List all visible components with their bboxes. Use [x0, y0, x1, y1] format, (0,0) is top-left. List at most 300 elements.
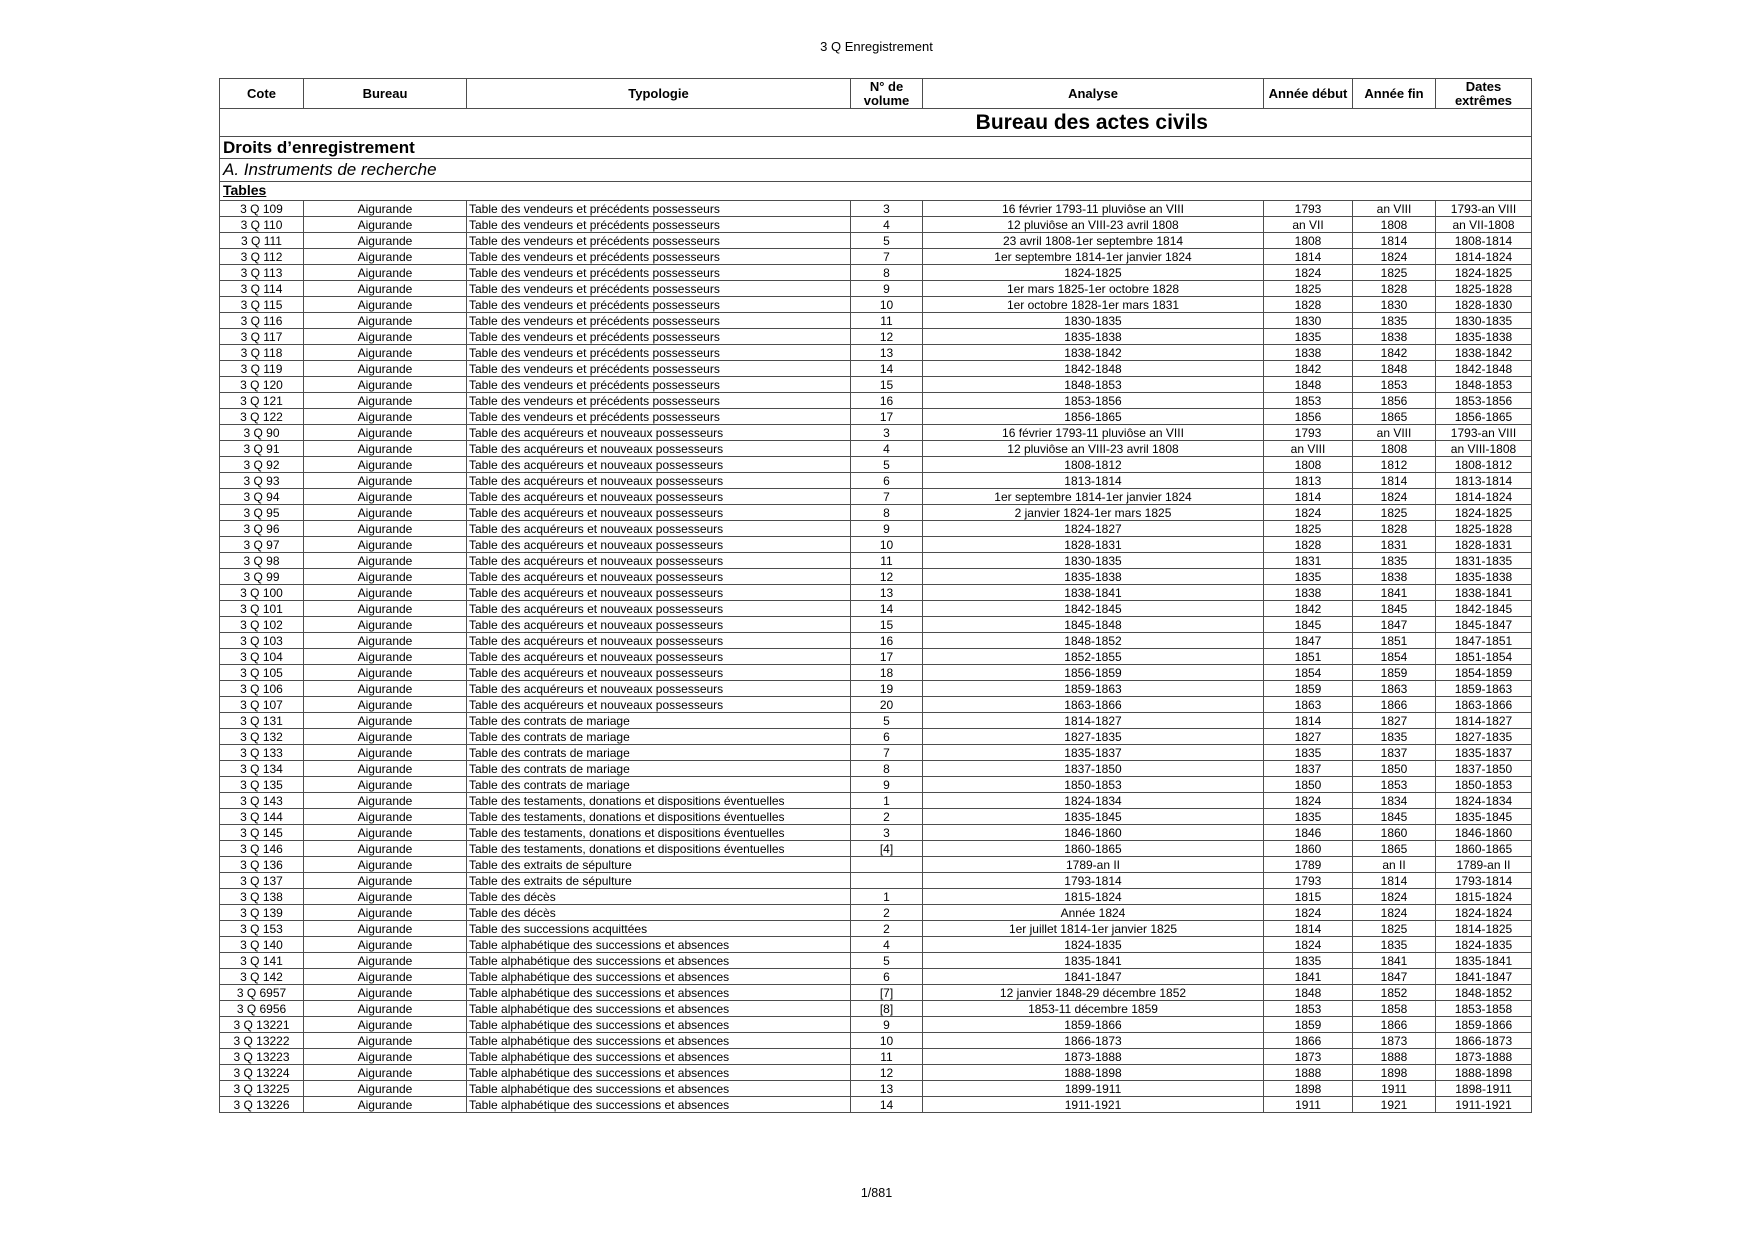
cell-annee-debut: 1838 — [1264, 345, 1353, 361]
cell-annee-fin: 1845 — [1353, 601, 1436, 617]
cell-annee-fin: 1866 — [1353, 697, 1436, 713]
cell-typologie: Table alphabétique des successions et absences — [467, 1033, 851, 1049]
cell-cote: 3 Q 117 — [220, 329, 304, 345]
cell-annee-fin: 1835 — [1353, 937, 1436, 953]
cell-typologie: Table alphabétique des successions et absences — [467, 937, 851, 953]
cell-annee-debut: 1841 — [1264, 969, 1353, 985]
cell-dates-extremes: 1848-1853 — [1436, 377, 1532, 393]
cell-analyse: 1815-1824 — [923, 889, 1264, 905]
cell-dates-extremes: 1814-1824 — [1436, 489, 1532, 505]
cell-annee-debut: 1911 — [1264, 1097, 1353, 1113]
cell-cote: 3 Q 139 — [220, 905, 304, 921]
cell-bureau: Aigurande — [304, 345, 467, 361]
cell-annee-fin: 1824 — [1353, 249, 1436, 265]
cell-annee-fin: 1828 — [1353, 281, 1436, 297]
cell-typologie: Table alphabétique des successions et absences — [467, 953, 851, 969]
cell-numero-volume: 7 — [851, 745, 923, 761]
cell-analyse: 1er mars 1825-1er octobre 1828 — [923, 281, 1264, 297]
table-row — [220, 857, 1532, 873]
cell-typologie: Table des acquéreurs et nouveaux possesseurs — [467, 681, 851, 697]
cell-bureau: Aigurande — [304, 1049, 467, 1065]
column-header-cote: Cote — [220, 79, 304, 109]
cell-bureau: Aigurande — [304, 441, 467, 457]
cell-annee-debut: 1851 — [1264, 649, 1353, 665]
table-row — [220, 1097, 1532, 1113]
cell-analyse: 1845-1848 — [923, 617, 1264, 633]
table-row — [220, 809, 1532, 825]
cell-typologie: Table des vendeurs et précédents possesseurs — [467, 201, 851, 217]
cell-analyse: 1835-1845 — [923, 809, 1264, 825]
cell-dates-extremes: 1860-1865 — [1436, 841, 1532, 857]
cell-bureau: Aigurande — [304, 777, 467, 793]
cell-cote: 3 Q 143 — [220, 793, 304, 809]
cell-cote: 3 Q 104 — [220, 649, 304, 665]
cell-annee-debut: 1835 — [1264, 569, 1353, 585]
cell-typologie: Table alphabétique des successions et absences — [467, 985, 851, 1001]
cell-analyse: 1828-1831 — [923, 537, 1264, 553]
cell-annee-debut: 1824 — [1264, 937, 1353, 953]
cell-numero-volume: 10 — [851, 297, 923, 313]
cell-annee-fin: 1825 — [1353, 505, 1436, 521]
cell-dates-extremes: 1835-1838 — [1436, 329, 1532, 345]
section-row-droits-enregistrement — [220, 137, 1532, 159]
cell-typologie: Table des décès — [467, 889, 851, 905]
cell-annee-debut: 1888 — [1264, 1065, 1353, 1081]
cell-annee-debut: 1854 — [1264, 665, 1353, 681]
cell-bureau: Aigurande — [304, 921, 467, 937]
cell-analyse: 1824-1825 — [923, 265, 1264, 281]
table-row — [220, 249, 1532, 265]
cell-annee-fin: 1824 — [1353, 905, 1436, 921]
cell-annee-fin: an VIII — [1353, 201, 1436, 217]
cell-annee-debut: 1814 — [1264, 921, 1353, 937]
cell-cote: 3 Q 131 — [220, 713, 304, 729]
cell-bureau: Aigurande — [304, 377, 467, 393]
cell-typologie: Table des acquéreurs et nouveaux possesseurs — [467, 473, 851, 489]
cell-annee-debut: 1838 — [1264, 585, 1353, 601]
cell-numero-volume: 9 — [851, 777, 923, 793]
cell-bureau: Aigurande — [304, 329, 467, 345]
cell-annee-debut: 1863 — [1264, 697, 1353, 713]
cell-cote: 3 Q 118 — [220, 345, 304, 361]
table-row — [220, 457, 1532, 473]
cell-annee-debut: an VIII — [1264, 441, 1353, 457]
cell-bureau: Aigurande — [304, 265, 467, 281]
cell-dates-extremes: 1789-an II — [1436, 857, 1532, 873]
cell-annee-debut: 1825 — [1264, 521, 1353, 537]
cell-annee-debut: 1835 — [1264, 953, 1353, 969]
cell-annee-fin: 1863 — [1353, 681, 1436, 697]
cell-typologie: Table des acquéreurs et nouveaux possesseurs — [467, 585, 851, 601]
cell-analyse: 1863-1866 — [923, 697, 1264, 713]
cell-numero-volume: 7 — [851, 489, 923, 505]
cell-cote: 3 Q 103 — [220, 633, 304, 649]
cell-dates-extremes: 1873-1888 — [1436, 1049, 1532, 1065]
table-row — [220, 1081, 1532, 1097]
cell-typologie: Table alphabétique des successions et absences — [467, 1081, 851, 1097]
cell-dates-extremes: 1824-1835 — [1436, 937, 1532, 953]
cell-numero-volume: 3 — [851, 201, 923, 217]
cell-annee-debut: 1837 — [1264, 761, 1353, 777]
cell-analyse: 1852-1855 — [923, 649, 1264, 665]
cell-annee-debut: 1814 — [1264, 249, 1353, 265]
cell-annee-fin: 1825 — [1353, 265, 1436, 281]
cell-numero-volume: 5 — [851, 233, 923, 249]
cell-numero-volume: 15 — [851, 617, 923, 633]
cell-typologie: Table des testaments, donations et dispositions éventuelles — [467, 809, 851, 825]
cell-numero-volume: 9 — [851, 1017, 923, 1033]
cell-bureau: Aigurande — [304, 361, 467, 377]
cell-analyse: 1850-1853 — [923, 777, 1264, 793]
column-header-dates-extremes: Dates extrêmes — [1436, 79, 1532, 109]
cell-dates-extremes: 1835-1845 — [1436, 809, 1532, 825]
cell-typologie: Table des acquéreurs et nouveaux possesseurs — [467, 569, 851, 585]
cell-dates-extremes: 1828-1830 — [1436, 297, 1532, 313]
cell-analyse: 1er juillet 1814-1er janvier 1825 — [923, 921, 1264, 937]
table-row — [220, 441, 1532, 457]
cell-annee-debut: 1827 — [1264, 729, 1353, 745]
cell-annee-fin: 1845 — [1353, 809, 1436, 825]
cell-bureau: Aigurande — [304, 953, 467, 969]
cell-annee-debut: 1824 — [1264, 905, 1353, 921]
cell-cote: 3 Q 114 — [220, 281, 304, 297]
cell-typologie: Table alphabétique des successions et absences — [467, 1097, 851, 1113]
cell-annee-debut: 1853 — [1264, 1001, 1353, 1017]
table-row — [220, 361, 1532, 377]
cell-numero-volume: 8 — [851, 265, 923, 281]
cell-cote: 3 Q 96 — [220, 521, 304, 537]
cell-typologie: Table alphabétique des successions et absences — [467, 969, 851, 985]
cell-bureau: Aigurande — [304, 745, 467, 761]
table-row — [220, 921, 1532, 937]
cell-bureau: Aigurande — [304, 809, 467, 825]
cell-annee-debut: 1808 — [1264, 233, 1353, 249]
cell-annee-fin: 1828 — [1353, 521, 1436, 537]
cell-annee-fin: 1848 — [1353, 361, 1436, 377]
table-row — [220, 1033, 1532, 1049]
cell-dates-extremes: 1824-1824 — [1436, 905, 1532, 921]
cell-cote: 3 Q 146 — [220, 841, 304, 857]
cell-numero-volume: 3 — [851, 425, 923, 441]
cell-cote: 3 Q 116 — [220, 313, 304, 329]
cell-bureau: Aigurande — [304, 489, 467, 505]
cell-dates-extremes: 1859-1866 — [1436, 1017, 1532, 1033]
cell-dates-extremes: 1866-1873 — [1436, 1033, 1532, 1049]
cell-cote: 3 Q 113 — [220, 265, 304, 281]
cell-numero-volume: 19 — [851, 681, 923, 697]
cell-typologie: Table des vendeurs et précédents possesseurs — [467, 361, 851, 377]
cell-dates-extremes: 1853-1856 — [1436, 393, 1532, 409]
cell-annee-debut: 1814 — [1264, 713, 1353, 729]
cell-cote: 3 Q 107 — [220, 697, 304, 713]
cell-cote: 3 Q 98 — [220, 553, 304, 569]
column-header-bureau: Bureau — [304, 79, 467, 109]
table-row — [220, 393, 1532, 409]
cell-analyse: 1848-1853 — [923, 377, 1264, 393]
cell-bureau: Aigurande — [304, 825, 467, 841]
cell-analyse: 1808-1812 — [923, 457, 1264, 473]
cell-typologie: Table des acquéreurs et nouveaux possesseurs — [467, 489, 851, 505]
cell-annee-fin: 1850 — [1353, 761, 1436, 777]
cell-analyse: 1814-1827 — [923, 713, 1264, 729]
cell-bureau: Aigurande — [304, 233, 467, 249]
cell-dates-extremes: 1814-1827 — [1436, 713, 1532, 729]
cell-bureau: Aigurande — [304, 1017, 467, 1033]
cell-annee-fin: 1814 — [1353, 473, 1436, 489]
cell-cote: 3 Q 135 — [220, 777, 304, 793]
cell-bureau: Aigurande — [304, 457, 467, 473]
table-row — [220, 905, 1532, 921]
cell-annee-debut: 1860 — [1264, 841, 1353, 857]
cell-cote: 3 Q 122 — [220, 409, 304, 425]
cell-annee-fin: 1835 — [1353, 553, 1436, 569]
table-row — [220, 713, 1532, 729]
cell-cote: 3 Q 102 — [220, 617, 304, 633]
cell-annee-debut: 1853 — [1264, 393, 1353, 409]
cell-numero-volume — [851, 873, 923, 889]
table-row — [220, 1001, 1532, 1017]
cell-annee-fin: 1847 — [1353, 969, 1436, 985]
cell-typologie: Table des acquéreurs et nouveaux possesseurs — [467, 665, 851, 681]
cell-annee-debut: 1824 — [1264, 265, 1353, 281]
cell-annee-fin: 1865 — [1353, 841, 1436, 857]
cell-typologie: Table des vendeurs et précédents possesseurs — [467, 393, 851, 409]
cell-bureau: Aigurande — [304, 393, 467, 409]
cell-cote: 3 Q 153 — [220, 921, 304, 937]
cell-annee-fin: 1825 — [1353, 921, 1436, 937]
cell-annee-fin: 1824 — [1353, 489, 1436, 505]
cell-bureau: Aigurande — [304, 425, 467, 441]
cell-typologie: Table alphabétique des successions et absences — [467, 1065, 851, 1081]
cell-dates-extremes: 1888-1898 — [1436, 1065, 1532, 1081]
cell-numero-volume: 13 — [851, 1081, 923, 1097]
table-row — [220, 585, 1532, 601]
cell-cote: 3 Q 145 — [220, 825, 304, 841]
cell-annee-fin: 1838 — [1353, 329, 1436, 345]
cell-analyse: 12 pluviôse an VIII-23 avril 1808 — [923, 217, 1264, 233]
cell-analyse: 1824-1835 — [923, 937, 1264, 953]
document-header-title: 3 Q Enregistrement — [820, 39, 933, 54]
cell-dates-extremes: 1911-1921 — [1436, 1097, 1532, 1113]
cell-analyse: 1859-1863 — [923, 681, 1264, 697]
cell-dates-extremes: 1793-an VIII — [1436, 201, 1532, 217]
cell-dates-extremes: 1845-1847 — [1436, 617, 1532, 633]
cell-analyse: 16 février 1793-11 pluviôse an VIII — [923, 201, 1264, 217]
cell-dates-extremes: 1851-1854 — [1436, 649, 1532, 665]
table-row — [220, 761, 1532, 777]
cell-numero-volume: 3 — [851, 825, 923, 841]
table-row — [220, 649, 1532, 665]
cell-typologie: Table des acquéreurs et nouveaux possesseurs — [467, 649, 851, 665]
cell-annee-fin: 1851 — [1353, 633, 1436, 649]
cell-dates-extremes: 1835-1838 — [1436, 569, 1532, 585]
cell-analyse: 1853-1856 — [923, 393, 1264, 409]
cell-bureau: Aigurande — [304, 297, 467, 313]
cell-dates-extremes: 1815-1824 — [1436, 889, 1532, 905]
cell-dates-extremes: 1854-1859 — [1436, 665, 1532, 681]
cell-bureau: Aigurande — [304, 1033, 467, 1049]
table-row — [220, 345, 1532, 361]
cell-typologie: Table alphabétique des successions et absences — [467, 1001, 851, 1017]
table-row — [220, 697, 1532, 713]
cell-annee-debut: 1859 — [1264, 681, 1353, 697]
cell-dates-extremes: 1835-1841 — [1436, 953, 1532, 969]
cell-cote: 3 Q 6957 — [220, 985, 304, 1001]
cell-bureau: Aigurande — [304, 313, 467, 329]
cell-numero-volume: 17 — [851, 409, 923, 425]
table-row — [220, 425, 1532, 441]
cell-bureau: Aigurande — [304, 697, 467, 713]
table-row — [220, 937, 1532, 953]
cell-annee-fin: 1866 — [1353, 1017, 1436, 1033]
cell-cote: 3 Q 109 — [220, 201, 304, 217]
cell-annee-fin: 1842 — [1353, 345, 1436, 361]
cell-dates-extremes: 1841-1847 — [1436, 969, 1532, 985]
cell-bureau: Aigurande — [304, 617, 467, 633]
cell-cote: 3 Q 13222 — [220, 1033, 304, 1049]
cell-bureau: Aigurande — [304, 633, 467, 649]
cell-annee-debut: 1842 — [1264, 361, 1353, 377]
cell-annee-fin: 1812 — [1353, 457, 1436, 473]
cell-analyse: 1830-1835 — [923, 553, 1264, 569]
cell-annee-fin: 1835 — [1353, 729, 1436, 745]
cell-annee-fin: 1808 — [1353, 441, 1436, 457]
cell-analyse: 1793-1814 — [923, 873, 1264, 889]
cell-annee-debut: 1789 — [1264, 857, 1353, 873]
cell-analyse: 12 pluviôse an VIII-23 avril 1808 — [923, 441, 1264, 457]
cell-numero-volume: 5 — [851, 953, 923, 969]
table-row — [220, 1017, 1532, 1033]
cell-cote: 3 Q 92 — [220, 457, 304, 473]
cell-analyse: 1856-1859 — [923, 665, 1264, 681]
cell-numero-volume: 15 — [851, 377, 923, 393]
cell-typologie: Table des testaments, donations et dispositions éventuelles — [467, 825, 851, 841]
cell-annee-fin: 1865 — [1353, 409, 1436, 425]
table-row — [220, 569, 1532, 585]
table-row — [220, 1049, 1532, 1065]
cell-typologie: Table des testaments, donations et dispositions éventuelles — [467, 793, 851, 809]
cell-numero-volume: 10 — [851, 537, 923, 553]
cell-typologie: Table des contrats de mariage — [467, 761, 851, 777]
cell-numero-volume: 8 — [851, 505, 923, 521]
cell-annee-fin: 1854 — [1353, 649, 1436, 665]
table-row — [220, 233, 1532, 249]
cell-cote: 3 Q 97 — [220, 537, 304, 553]
cell-analyse: 1824-1834 — [923, 793, 1264, 809]
table-row — [220, 313, 1532, 329]
cell-bureau: Aigurande — [304, 409, 467, 425]
cell-dates-extremes: 1853-1858 — [1436, 1001, 1532, 1017]
cell-annee-fin: 1814 — [1353, 233, 1436, 249]
cell-typologie: Table des successions acquittées — [467, 921, 851, 937]
cell-annee-debut: 1830 — [1264, 313, 1353, 329]
cell-numero-volume: 13 — [851, 345, 923, 361]
cell-dates-extremes: 1825-1828 — [1436, 521, 1532, 537]
cell-annee-debut: 1845 — [1264, 617, 1353, 633]
table-row — [220, 841, 1532, 857]
cell-dates-extremes: 1842-1845 — [1436, 601, 1532, 617]
table-row — [220, 1065, 1532, 1081]
cell-annee-debut: 1859 — [1264, 1017, 1353, 1033]
cell-cote: 3 Q 140 — [220, 937, 304, 953]
cell-analyse: 1837-1850 — [923, 761, 1264, 777]
cell-analyse: 1er septembre 1814-1er janvier 1824 — [923, 249, 1264, 265]
cell-dates-extremes: 1838-1842 — [1436, 345, 1532, 361]
cell-numero-volume: [7] — [851, 985, 923, 1001]
cell-annee-debut: 1825 — [1264, 281, 1353, 297]
cell-bureau: Aigurande — [304, 505, 467, 521]
cell-cote: 3 Q 142 — [220, 969, 304, 985]
cell-cote: 3 Q 13221 — [220, 1017, 304, 1033]
cell-bureau: Aigurande — [304, 985, 467, 1001]
cell-numero-volume: 9 — [851, 521, 923, 537]
cell-bureau: Aigurande — [304, 761, 467, 777]
cell-dates-extremes: 1828-1831 — [1436, 537, 1532, 553]
cell-analyse: 1846-1860 — [923, 825, 1264, 841]
cell-dates-extremes: 1838-1841 — [1436, 585, 1532, 601]
cell-typologie: Table des vendeurs et précédents possesseurs — [467, 345, 851, 361]
cell-numero-volume: 7 — [851, 249, 923, 265]
table-row — [220, 217, 1532, 233]
column-header-annee-debut: Année début — [1264, 79, 1353, 109]
cell-analyse: 1848-1852 — [923, 633, 1264, 649]
cell-numero-volume: 6 — [851, 729, 923, 745]
cell-dates-extremes: 1846-1860 — [1436, 825, 1532, 841]
cell-bureau: Aigurande — [304, 281, 467, 297]
cell-bureau: Aigurande — [304, 841, 467, 857]
cell-annee-debut: 1793 — [1264, 425, 1353, 441]
cell-annee-debut: 1793 — [1264, 201, 1353, 217]
cell-analyse: 1835-1838 — [923, 569, 1264, 585]
cell-analyse: Année 1824 — [923, 905, 1264, 921]
cell-cote: 3 Q 99 — [220, 569, 304, 585]
cell-cote: 3 Q 94 — [220, 489, 304, 505]
cell-bureau: Aigurande — [304, 217, 467, 233]
section-title-instruments-de-recherche: A. Instruments de recherche — [223, 160, 437, 180]
cell-dates-extremes: 1827-1835 — [1436, 729, 1532, 745]
cell-numero-volume: 16 — [851, 393, 923, 409]
cell-cote: 3 Q 93 — [220, 473, 304, 489]
cell-typologie: Table des vendeurs et précédents possesseurs — [467, 377, 851, 393]
cell-annee-fin: 1921 — [1353, 1097, 1436, 1113]
cell-analyse: 1830-1835 — [923, 313, 1264, 329]
cell-numero-volume: 6 — [851, 473, 923, 489]
table-row — [220, 617, 1532, 633]
cell-bureau: Aigurande — [304, 537, 467, 553]
cell-numero-volume: 18 — [851, 665, 923, 681]
cell-cote: 3 Q 120 — [220, 377, 304, 393]
cell-annee-debut: 1856 — [1264, 409, 1353, 425]
cell-cote: 3 Q 111 — [220, 233, 304, 249]
cell-typologie: Table des acquéreurs et nouveaux possesseurs — [467, 425, 851, 441]
cell-typologie: Table des vendeurs et précédents possesseurs — [467, 233, 851, 249]
cell-analyse: 1842-1845 — [923, 601, 1264, 617]
cell-dates-extremes: 1831-1835 — [1436, 553, 1532, 569]
cell-numero-volume: 14 — [851, 361, 923, 377]
cell-numero-volume: 16 — [851, 633, 923, 649]
cell-analyse: 1813-1814 — [923, 473, 1264, 489]
cell-dates-extremes: 1825-1828 — [1436, 281, 1532, 297]
cell-cote: 3 Q 6956 — [220, 1001, 304, 1017]
cell-bureau: Aigurande — [304, 1001, 467, 1017]
cell-annee-fin: 1824 — [1353, 889, 1436, 905]
cell-typologie: Table des contrats de mariage — [467, 713, 851, 729]
cell-dates-extremes: an VII-1808 — [1436, 217, 1532, 233]
table-row — [220, 265, 1532, 281]
table-row — [220, 633, 1532, 649]
cell-cote: 3 Q 95 — [220, 505, 304, 521]
cell-annee-debut: 1873 — [1264, 1049, 1353, 1065]
